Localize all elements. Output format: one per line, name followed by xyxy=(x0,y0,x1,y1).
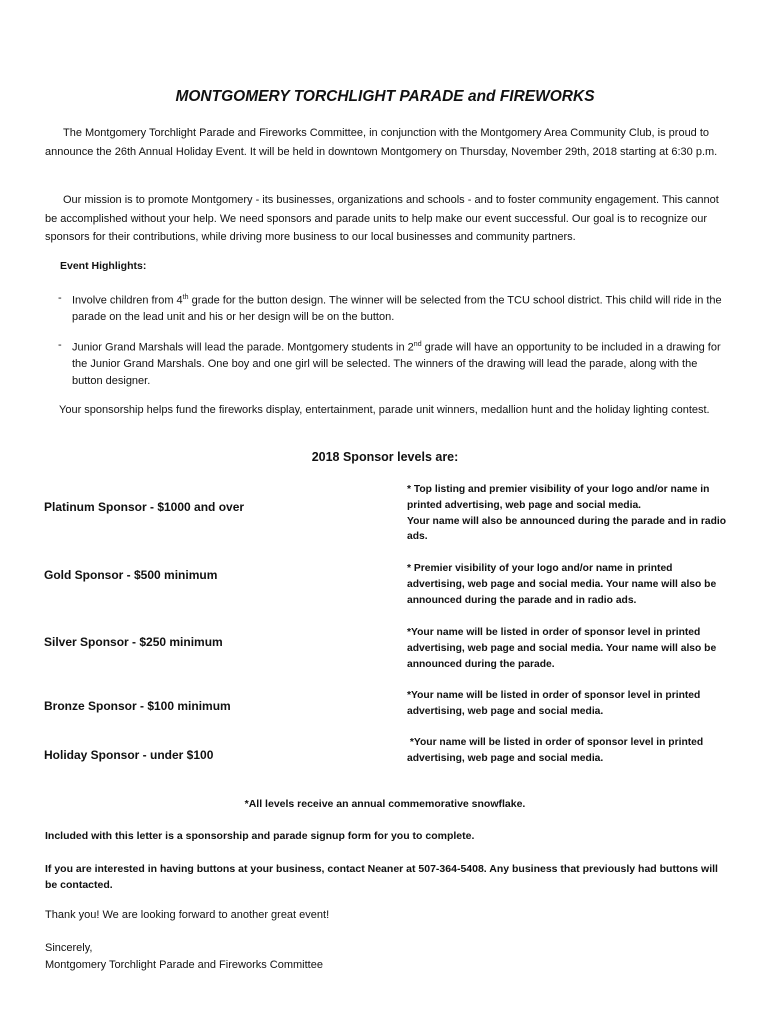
highlight-item xyxy=(58,337,728,389)
included-note: Included with this letter is a sponsorship and parade signup form for you to complete. xyxy=(45,830,475,842)
all-levels-note: *All levels receive an annual commemorative snowflake. xyxy=(244,798,526,810)
level-desc-line: *Your name will be listed in order of sponsor level in printed advertising, web page and social media. xyxy=(407,690,701,717)
mission-text: Our mission is to promote Montgomery - its businesses, organizations and schools - and to foster community engagement. This cannot be accomplished without your help. We need sponsors and parade units to help make our event successful. Our goal is to recognize our sponsors for their contributions, while driving more business to our local businesses and community partners. xyxy=(45,194,719,243)
intro-paragraph xyxy=(45,124,725,161)
mission-paragraph xyxy=(45,191,725,247)
ordinal-suffix: nd xyxy=(413,341,422,348)
highlights-heading: Event Highlights: xyxy=(60,260,147,272)
level-name: Bronze Sponsor - $100 minimum xyxy=(44,699,231,713)
level-name: Gold Sponsor - $500 minimum xyxy=(44,568,218,582)
highlight-text-start: Junior Grand Marshals will lead the parade. Montgomery students in 2 xyxy=(72,341,414,354)
level-description xyxy=(407,625,727,672)
bullet-dash: - xyxy=(58,339,62,351)
level-desc-line: * Top listing and premier visibility of your logo and/or name in printed advertising, web page and social media. xyxy=(407,484,710,511)
level-description xyxy=(407,735,727,767)
highlight-text-end: grade for the button design. The winner will be selected from the TCU school district. This child will ride in the parade on the lead unit and his or her design will be on the button. xyxy=(72,294,722,324)
sponsorship-text: Your sponsorship helps fund the fireworks display, entertainment, parade unit winners, medallion hunt and the holiday lighting contest. xyxy=(59,404,710,416)
intro-text: The Montgomery Torchlight Parade and Fireworks Committee, in conjunction with the Montgomery Area Community Club, is proud to announce the 26th Annual Holiday Event. It will be held in downtown Montgomery on Thursday, November 29th, 2018 starting at 6:30 p.m. xyxy=(45,127,718,158)
ordinal-suffix: th xyxy=(182,294,189,301)
page-title: MONTGOMERY TORCHLIGHT PARADE and FIREWORKS xyxy=(175,88,595,105)
levels-heading: 2018 Sponsor levels are: xyxy=(311,450,459,464)
highlight-text-end: grade will have an opportunity to be included in a drawing for the Junior Grand Marshals. One boy and one girl will be selected. The winners of the drawing will lead the parade, along with the button designer. xyxy=(72,341,721,387)
bullet-dash: - xyxy=(58,292,62,304)
level-desc-line: Your name will also be announced during the parade and in radio ads. xyxy=(407,515,727,543)
level-name: Silver Sponsor - $250 minimum xyxy=(44,635,223,649)
level-desc-line: *Your name will be listed in order of sponsor level in printed advertising, web page and social media. xyxy=(407,737,707,764)
highlight-text xyxy=(58,337,728,389)
highlight-item xyxy=(58,290,728,326)
level-name: Platinum Sponsor - $1000 and over xyxy=(44,500,245,514)
level-description xyxy=(407,561,727,608)
highlight-text-start: Involve children from 4 xyxy=(72,294,183,307)
level-desc-line: *Your name will be listed in order of sponsor level in printed advertising, web page and social media. Your name will also be announced during the parade. xyxy=(407,627,717,670)
thanks-line: Thank you! We are looking forward to another great event! xyxy=(45,909,330,921)
buttons-note: If you are interested in having buttons at your business, contact Neaner at 507-364-5408. Any business that previously had buttons will be contacted. xyxy=(45,863,718,891)
level-description xyxy=(407,688,727,720)
level-description xyxy=(407,482,727,545)
closing-block xyxy=(45,940,323,974)
sponsorship-paragraph xyxy=(45,401,725,420)
closing-word: Sincerely, xyxy=(45,942,93,954)
level-name: Holiday Sponsor - under $100 xyxy=(44,748,214,762)
signature: Montgomery Torchlight Parade and Fireworks Committee xyxy=(45,959,323,971)
highlight-text xyxy=(58,290,728,326)
level-desc-line: * Premier visibility of your logo and/or name in printed advertising, web page and social media. Your name will also be announced during the parade and in radio ads. xyxy=(407,563,717,606)
